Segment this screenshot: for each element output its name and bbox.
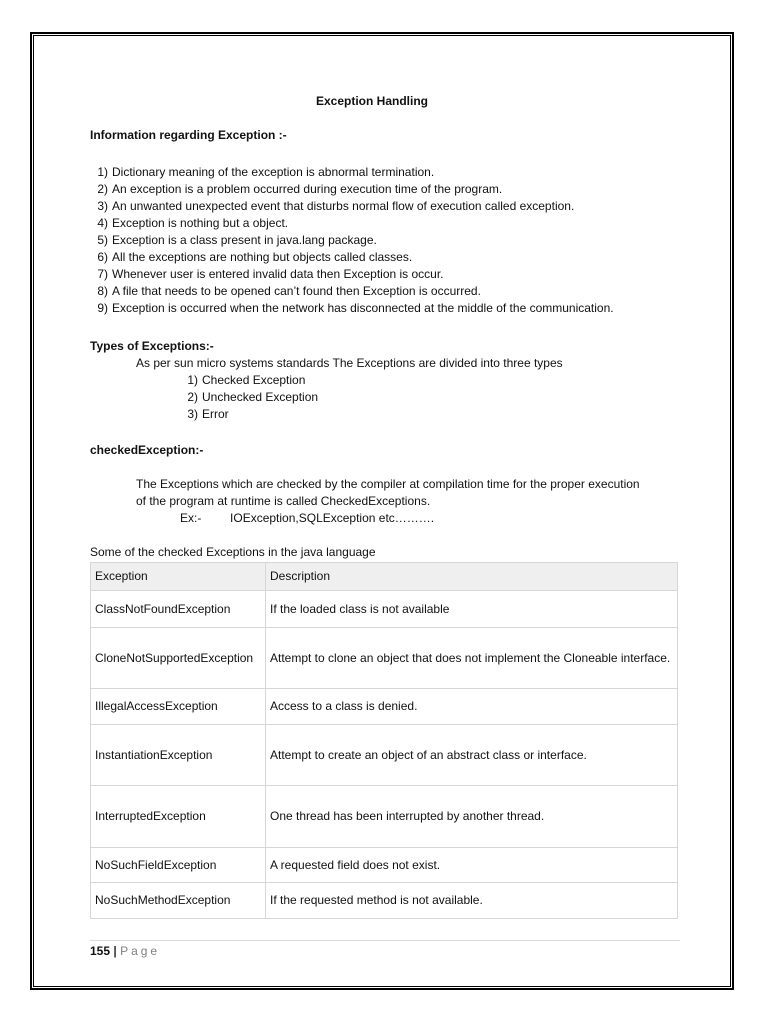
checked-paragraph-line-2: of the program at runtime is called CheckedExceptions. bbox=[136, 494, 431, 508]
table-row bbox=[91, 628, 678, 689]
description-cell: One thread has been interrupted by another thread. bbox=[266, 786, 678, 848]
description-cell: Access to a class is denied. bbox=[266, 689, 678, 725]
table-row bbox=[91, 786, 678, 848]
footer-divider bbox=[90, 940, 680, 941]
description-cell: Attempt to clone an object that does not implement the Cloneable interface. bbox=[266, 628, 678, 689]
list-item: 3) Error bbox=[187, 407, 229, 421]
table-row bbox=[91, 883, 678, 919]
page-footer bbox=[90, 944, 160, 958]
list-item: 6) All the exceptions are nothing but objects called classes. bbox=[97, 250, 413, 264]
description-cell: If the requested method is not available. bbox=[266, 883, 678, 919]
description-cell: A requested field does not exist. bbox=[266, 848, 678, 883]
list-item: 1) Checked Exception bbox=[187, 373, 306, 387]
checked-paragraph-line-1: The Exceptions which are checked by the compiler at compilation time for the proper execution bbox=[136, 477, 640, 491]
table-caption: Some of the checked Exceptions in the java language bbox=[90, 545, 376, 559]
column-header-exception: Exception bbox=[91, 563, 266, 591]
description-cell: If the loaded class is not available bbox=[266, 591, 678, 628]
page-number: 155 bbox=[90, 944, 111, 958]
info-heading: Information regarding Exception :- bbox=[90, 128, 287, 142]
list-item: 2) An exception is a problem occurred during execution time of the program. bbox=[97, 182, 503, 196]
checked-exceptions-table bbox=[90, 562, 678, 919]
exception-cell: CloneNotSupportedException bbox=[91, 628, 266, 689]
exception-cell: InterruptedException bbox=[91, 786, 266, 848]
description-cell: Attempt to create an object of an abstract class or interface. bbox=[266, 725, 678, 786]
checked-heading: checkedException:- bbox=[90, 443, 204, 457]
types-heading: Types of Exceptions:- bbox=[90, 339, 214, 353]
list-item: 2) Unchecked Exception bbox=[187, 390, 319, 404]
exception-cell: IllegalAccessException bbox=[91, 689, 266, 725]
list-item: 4) Exception is nothing but a object. bbox=[97, 216, 289, 230]
list-item: 7) Whenever user is entered invalid data then Exception is occur. bbox=[97, 267, 444, 281]
document-title: Exception Handling bbox=[315, 94, 428, 108]
table-row bbox=[91, 848, 678, 883]
exception-cell: InstantiationException bbox=[91, 725, 266, 786]
footer-separator: | bbox=[113, 944, 117, 958]
exception-cell: NoSuchMethodException bbox=[91, 883, 266, 919]
example-label: Ex:- bbox=[180, 511, 202, 525]
column-header-description: Description bbox=[266, 563, 678, 591]
list-item: 3) An unwanted unexpected event that disturbs normal flow of execution called exception. bbox=[97, 199, 575, 213]
list-item: 1) Dictionary meaning of the exception is abnormal termination. bbox=[97, 165, 435, 179]
table-row bbox=[91, 591, 678, 628]
checked-example bbox=[180, 510, 434, 527]
table-row bbox=[91, 725, 678, 786]
list-item: 8) A file that needs to be opened can’t found then Exception is occurred. bbox=[97, 284, 481, 298]
types-list bbox=[180, 372, 318, 423]
table-row bbox=[91, 689, 678, 725]
list-item: 5) Exception is a class present in java.lang package. bbox=[97, 233, 377, 247]
list-item: 9) Exception is occurred when the network has disconnected at the middle of the communication. bbox=[97, 301, 614, 315]
page-label: Page bbox=[120, 944, 161, 958]
info-list bbox=[90, 164, 614, 317]
example-value: IOException,SQLException etc………. bbox=[230, 511, 435, 525]
table-header-row bbox=[91, 563, 678, 591]
exception-cell: ClassNotFoundException bbox=[91, 591, 266, 628]
exception-cell: NoSuchFieldException bbox=[91, 848, 266, 883]
types-intro: As per sun micro systems standards The Exceptions are divided into three types bbox=[136, 356, 563, 370]
